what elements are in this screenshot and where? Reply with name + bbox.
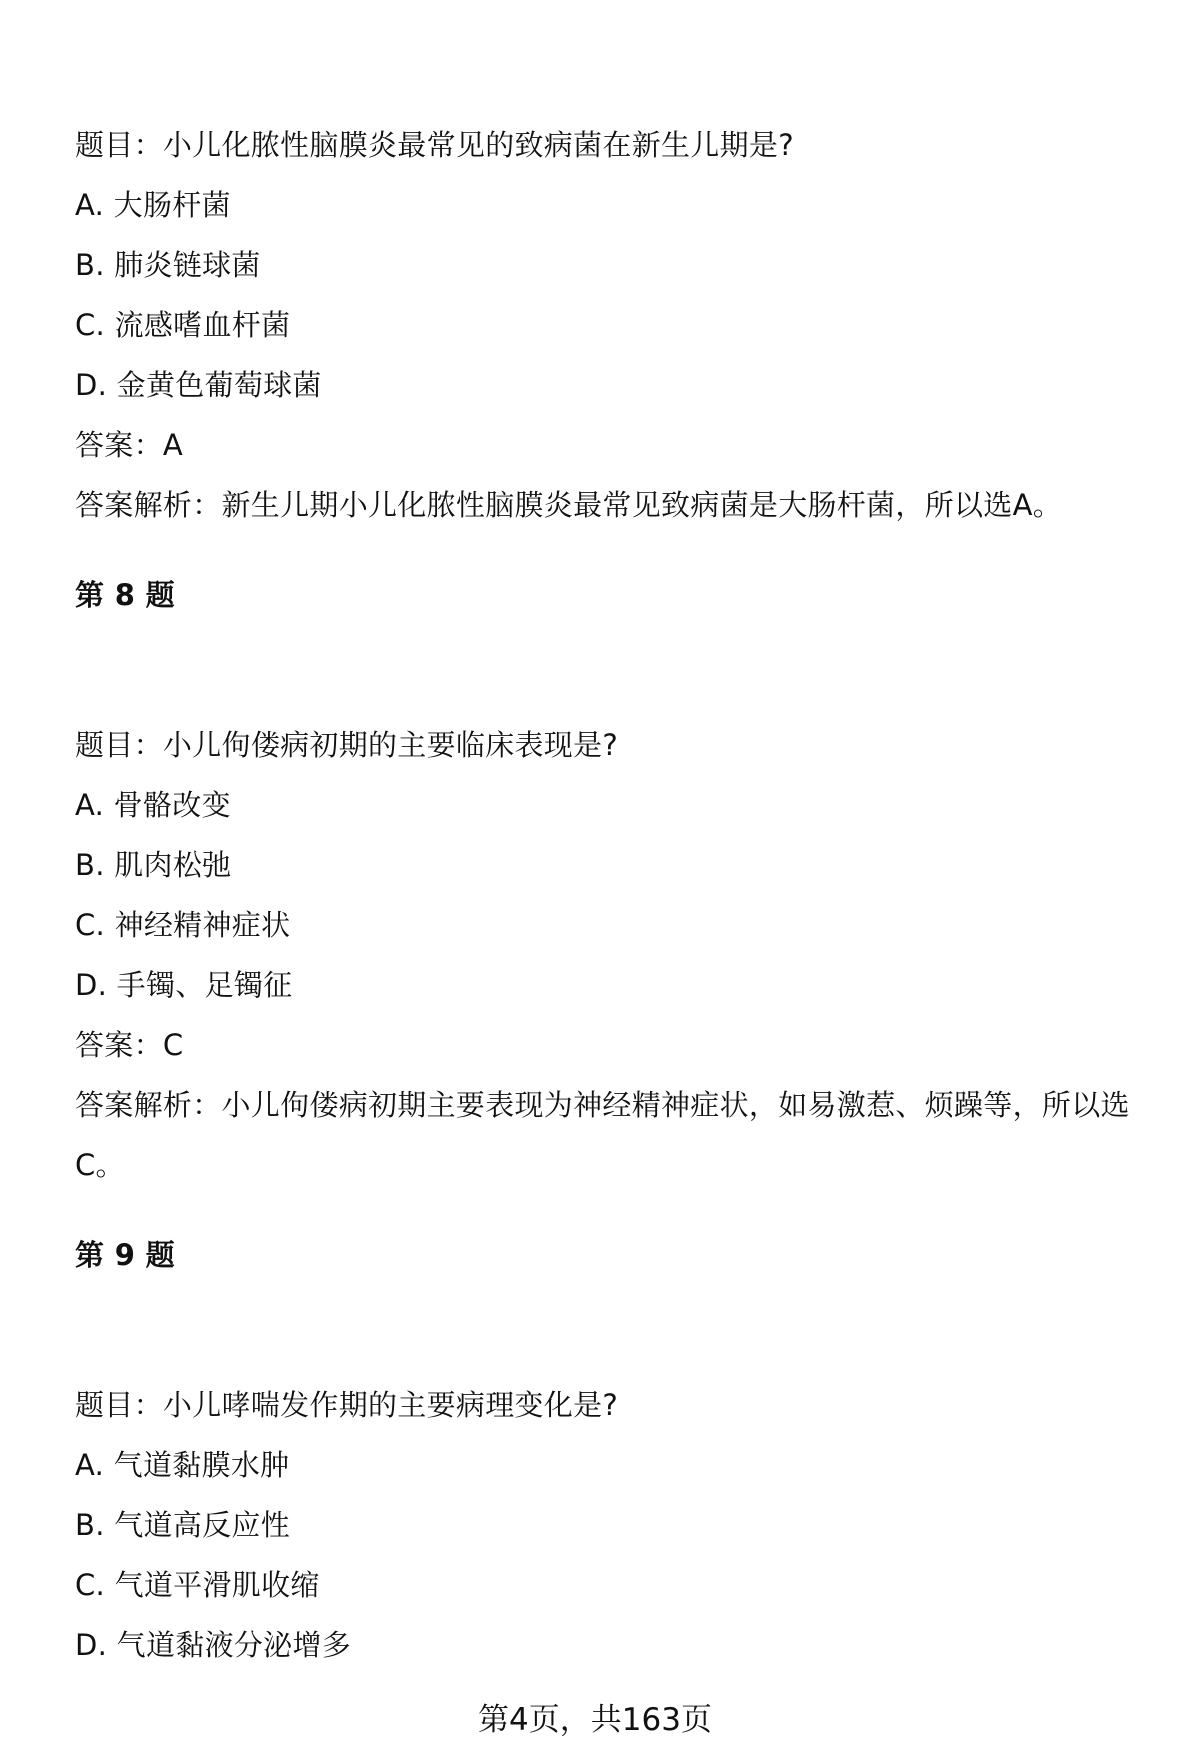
answer-text: 答案：A (75, 428, 184, 462)
answer-explanation: 答案解析：新生儿期小儿化脓性脑膜炎最常见致病菌是大肠杆菌，所以选A。 (75, 488, 1063, 522)
option-c: C. 流感嗜血杆菌 (75, 308, 291, 342)
answer-text: 答案：C (75, 1028, 184, 1062)
page-number: 第4页，共163页 (478, 1702, 712, 1738)
question-text: 题目：小儿佝偻病初期的主要临床表现是? (75, 728, 619, 762)
option-b: B. 气道高反应性 (75, 1508, 291, 1542)
option-b: B. 肺炎链球菌 (75, 248, 261, 282)
question-heading: 第 9 题 (75, 1238, 175, 1272)
document-page (75, 0, 1170, 1755)
option-c: C. 气道平滑肌收缩 (75, 1568, 320, 1602)
question-text: 题目：小儿化脓性脑膜炎最常见的致病菌在新生儿期是? (75, 128, 794, 162)
option-d: D. 金黄色葡萄球菌 (75, 368, 322, 402)
option-d: D. 手镯、足镯征 (75, 968, 293, 1002)
answer-explanation-continued: C。 (75, 1148, 125, 1182)
question-text: 题目：小儿哮喘发作期的主要病理变化是? (75, 1388, 619, 1422)
option-d: D. 气道黏液分泌增多 (75, 1628, 352, 1662)
answer-explanation: 答案解析：小儿佝偻病初期主要表现为神经精神症状，如易激惹、烦躁等，所以选 (75, 1088, 1130, 1122)
option-a: A. 骨骼改变 (75, 788, 231, 822)
option-a: A. 大肠杆菌 (75, 188, 231, 222)
option-b: B. 肌肉松弛 (75, 848, 232, 882)
option-a: A. 气道黏膜水肿 (75, 1448, 290, 1482)
option-c: C. 神经精神症状 (75, 908, 291, 942)
question-heading: 第 8 题 (75, 578, 175, 612)
